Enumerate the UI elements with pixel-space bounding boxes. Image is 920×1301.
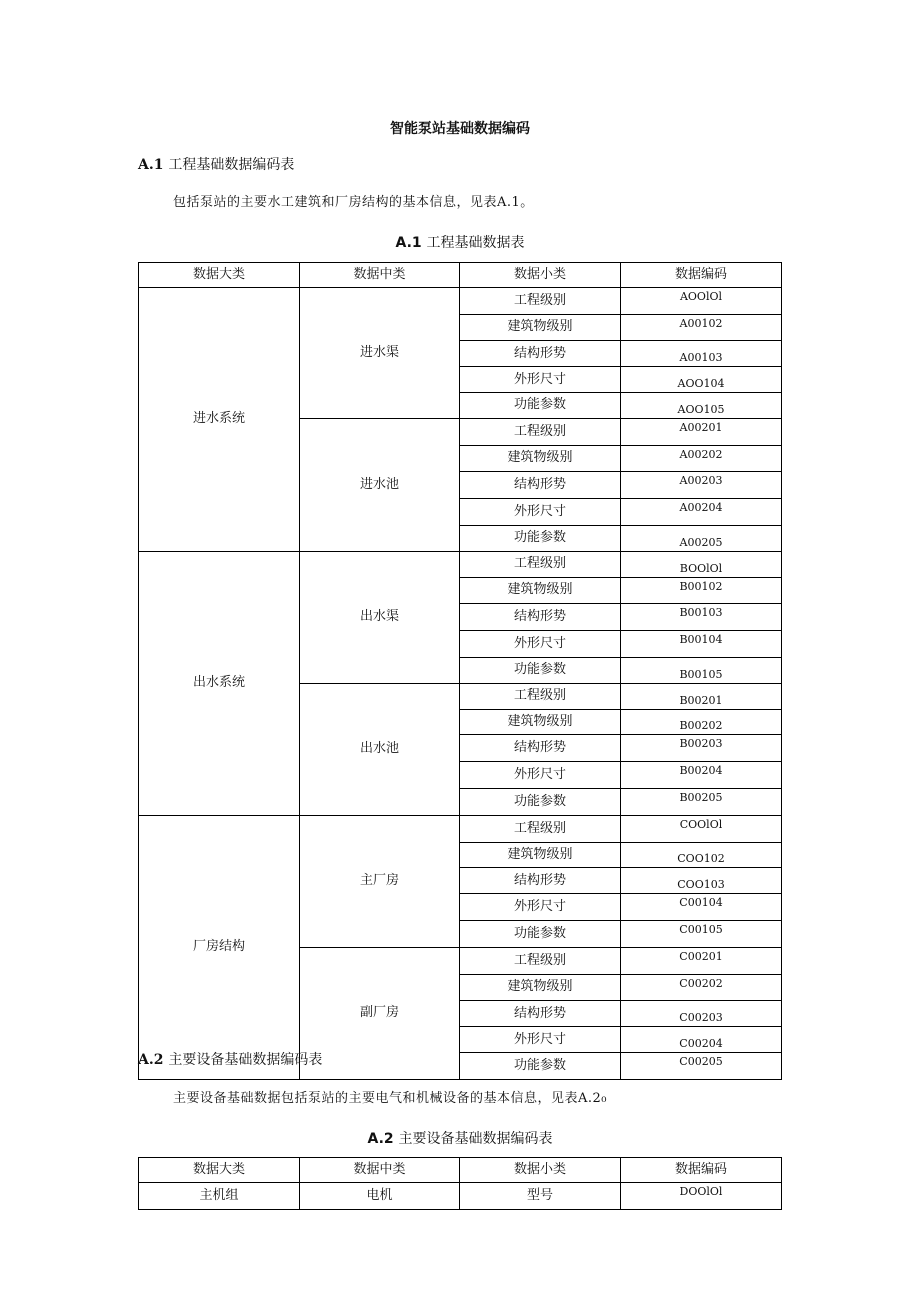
major-category: 出水系统 <box>139 551 300 815</box>
minor-category: 建筑物级别 <box>460 974 621 1001</box>
data-code: B00205 <box>621 788 782 815</box>
intro-paragraph-a1: 包括泵站的主要水工建筑和厂房结构的基本信息，见表A.1。 <box>173 195 534 210</box>
section-title: 工程基础数据编码表 <box>168 157 295 173</box>
data-code: C00203 <box>621 1001 782 1027</box>
data-code: AOOlOl <box>621 287 782 314</box>
minor-category: 建筑物级别 <box>460 842 621 868</box>
data-code: C00202 <box>621 974 782 1001</box>
data-code: B00104 <box>621 631 782 658</box>
mid-category: 进水池 <box>300 418 460 551</box>
data-code: A00202 <box>621 445 782 472</box>
mid-category: 主厂房 <box>300 815 460 947</box>
minor-category: 功能参数 <box>460 788 621 815</box>
data-code: B00201 <box>621 683 782 709</box>
data-code: COO103 <box>621 868 782 894</box>
data-code: C00204 <box>621 1027 782 1053</box>
table-row <box>139 287 782 314</box>
table-header-row <box>139 1158 782 1183</box>
mid-category: 副厂房 <box>300 947 460 1079</box>
data-code: COOlOl <box>621 815 782 842</box>
data-code: C00105 <box>621 920 782 947</box>
header-cell: 数据编码 <box>621 263 782 288</box>
major-category: 厂房结构 <box>139 815 300 1079</box>
caption-number: A.1 <box>395 235 422 251</box>
data-code: B00203 <box>621 735 782 762</box>
minor-category: 外形尺寸 <box>460 894 621 921</box>
mid-category: 出水池 <box>300 683 460 815</box>
minor-category: 工程级别 <box>460 815 621 842</box>
data-code: AOO104 <box>621 367 782 393</box>
section-heading-a1 <box>138 154 294 174</box>
header-cell: 数据中类 <box>300 1158 460 1183</box>
data-code: A00201 <box>621 418 782 445</box>
data-code: C00104 <box>621 894 782 921</box>
data-code: C00205 <box>621 1052 782 1079</box>
table-header-row <box>139 263 782 288</box>
header-cell: 数据小类 <box>460 1158 621 1183</box>
data-code: DOOlOl <box>621 1182 782 1209</box>
table-row <box>139 815 782 842</box>
intro-paragraph-a2: 主要设备基础数据包括泵站的主要电气和机械设备的基本信息，见表A.2₀ <box>173 1091 608 1106</box>
minor-category: 工程级别 <box>460 947 621 974</box>
mid-category: 出水渠 <box>300 551 460 683</box>
data-code: COO102 <box>621 842 782 868</box>
table-row <box>139 551 782 577</box>
engineering-data-table <box>138 262 782 1080</box>
minor-category: 外形尺寸 <box>460 499 621 526</box>
minor-category: 结构形势 <box>460 735 621 762</box>
data-code: BOOlOl <box>621 551 782 577</box>
data-code: AOO105 <box>621 392 782 418</box>
minor-category: 建筑物级别 <box>460 709 621 735</box>
header-cell: 数据编码 <box>621 1158 782 1183</box>
data-code: B00102 <box>621 577 782 604</box>
mid-category: 进水渠 <box>300 287 460 418</box>
minor-category: 工程级别 <box>460 551 621 577</box>
minor-category: 功能参数 <box>460 920 621 947</box>
minor-category: 功能参数 <box>460 657 621 683</box>
section-number: A.2 <box>138 1052 164 1068</box>
caption-number: A.2 <box>367 1131 394 1147</box>
minor-category: 工程级别 <box>460 287 621 314</box>
minor-category: 功能参数 <box>460 1052 621 1079</box>
minor-category: 结构形势 <box>460 472 621 499</box>
minor-category: 结构形势 <box>460 341 621 367</box>
data-code: B00103 <box>621 604 782 631</box>
minor-category: 外形尺寸 <box>460 631 621 658</box>
minor-category: 工程级别 <box>460 418 621 445</box>
minor-category: 建筑物级别 <box>460 445 621 472</box>
equipment-data-table <box>138 1157 782 1210</box>
section-title: 主要设备基础数据编码表 <box>168 1052 323 1068</box>
data-code: B00202 <box>621 709 782 735</box>
header-cell: 数据小类 <box>460 263 621 288</box>
header-cell: 数据大类 <box>139 1158 300 1183</box>
minor-category: 结构形势 <box>460 1001 621 1027</box>
data-code: B00204 <box>621 762 782 789</box>
table-row <box>139 1182 782 1209</box>
data-code: B00105 <box>621 657 782 683</box>
data-code: C00201 <box>621 947 782 974</box>
minor-category: 外形尺寸 <box>460 1027 621 1053</box>
major-category: 进水系统 <box>139 287 300 551</box>
minor-category: 型号 <box>460 1182 621 1209</box>
minor-category: 建筑物级别 <box>460 314 621 341</box>
minor-category: 结构形势 <box>460 604 621 631</box>
header-cell: 数据大类 <box>139 263 300 288</box>
data-code: A00204 <box>621 499 782 526</box>
page-title: 智能泵站基础数据编码 <box>390 121 530 137</box>
minor-category: 建筑物级别 <box>460 577 621 604</box>
minor-category: 功能参数 <box>460 525 621 551</box>
table-caption-a1 <box>0 232 920 252</box>
caption-title: 工程基础数据表 <box>426 235 525 251</box>
data-code: A00203 <box>621 472 782 499</box>
table-caption-a2 <box>0 1128 920 1148</box>
data-code: A00102 <box>621 314 782 341</box>
mid-category: 电机 <box>300 1182 460 1209</box>
minor-category: 外形尺寸 <box>460 762 621 789</box>
data-code: A00205 <box>621 525 782 551</box>
minor-category: 功能参数 <box>460 392 621 418</box>
caption-title: 主要设备基础数据编码表 <box>398 1131 553 1147</box>
major-category: 主机组 <box>139 1182 300 1209</box>
minor-category: 工程级别 <box>460 683 621 709</box>
minor-category: 外形尺寸 <box>460 367 621 393</box>
section-heading-a2 <box>138 1049 322 1069</box>
header-cell: 数据中类 <box>300 263 460 288</box>
minor-category: 结构形势 <box>460 868 621 894</box>
data-code: A00103 <box>621 341 782 367</box>
section-number: A.1 <box>138 157 164 173</box>
